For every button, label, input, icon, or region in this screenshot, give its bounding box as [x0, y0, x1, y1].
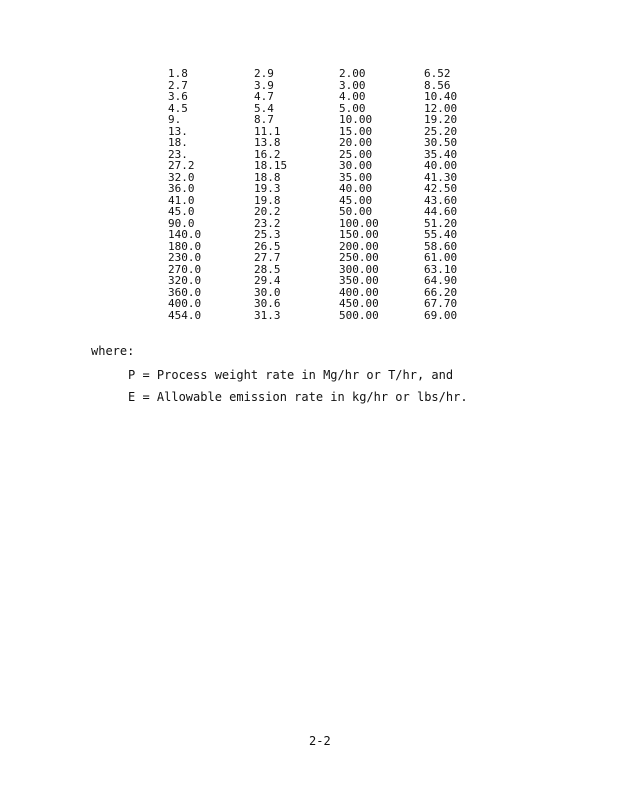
table-cell-emission-rate-english: 63.10	[424, 262, 458, 276]
table-cell-process-rate-metric: 140.0	[168, 228, 202, 241]
table-cell-process-rate-metric: 18.	[168, 136, 188, 149]
table-cell-emission-rate-metric: 31.3	[254, 308, 281, 322]
table-cell-emission-rate-metric: 30.6	[254, 297, 281, 310]
page-number: 2-2	[309, 734, 331, 748]
table-cell-process-rate-english: 2.00	[339, 67, 366, 80]
table-cell-emission-rate-english: 25.20	[424, 124, 458, 138]
table-cell-emission-rate-metric: 16.2	[254, 147, 281, 161]
table-cell-process-rate-english: 50.00	[339, 205, 373, 218]
table-cell-emission-rate-metric: 4.7	[254, 90, 274, 103]
table-cell-emission-rate-metric: 18.8	[254, 170, 281, 184]
where-label: where:	[91, 344, 135, 358]
table-cell-process-rate-metric: 4.5	[168, 101, 188, 115]
table-cell-emission-rate-english: 51.20	[424, 216, 458, 230]
table-cell-process-rate-metric: 41.0	[168, 193, 195, 207]
table-cell-process-rate-metric: 27.2	[168, 159, 195, 172]
allowable-emission-definition: E = Allowable emission rate in kg/hr or lbs/hr.	[128, 390, 468, 404]
table-cell-process-rate-english: 250.00	[339, 251, 379, 264]
table-cell-emission-rate-english: 43.60	[424, 193, 458, 207]
table-cell-process-rate-metric: 36.0	[168, 182, 195, 195]
table-cell-process-rate-english: 3.00	[339, 78, 366, 92]
table-cell-process-rate-english: 200.00	[339, 239, 379, 253]
table-cell-emission-rate-english: 35.40	[424, 147, 458, 161]
table-cell-process-rate-metric: 13.	[168, 124, 188, 138]
table-cell-emission-rate-english: 42.50	[424, 182, 458, 195]
table-cell-emission-rate-english: 10.40	[424, 90, 458, 103]
table-cell-process-rate-metric: 180.0	[168, 239, 202, 253]
table-cell-process-rate-english: 45.00	[339, 193, 373, 207]
table-cell-emission-rate-english: 8.56	[424, 78, 451, 92]
table-cell-emission-rate-english: 19.20	[424, 113, 458, 126]
table-cell-emission-rate-metric: 30.0	[254, 285, 281, 299]
table-cell-process-rate-metric: 32.0	[168, 170, 195, 184]
table-cell-process-rate-english: 450.00	[339, 297, 379, 310]
table-cell-process-rate-english: 30.00	[339, 159, 373, 172]
table-cell-process-rate-english: 300.00	[339, 262, 379, 276]
table-cell-emission-rate-english: 12.00	[424, 101, 458, 115]
table-cell-process-rate-metric: 1.8	[168, 67, 188, 80]
table-cell-process-rate-metric: 3.6	[168, 90, 188, 103]
table-cell-emission-rate-english: 44.60	[424, 205, 458, 218]
table-cell-emission-rate-metric: 3.9	[254, 78, 274, 92]
table-cell-process-rate-metric: 270.0	[168, 262, 202, 276]
table-cell-emission-rate-metric: 19.8	[254, 193, 281, 207]
table-cell-emission-rate-metric: 20.2	[254, 205, 281, 218]
table-cell-process-rate-english: 150.00	[339, 228, 379, 241]
table-cell-process-rate-english: 35.00	[339, 170, 373, 184]
table-cell-emission-rate-metric: 11.1	[254, 124, 281, 138]
table-cell-process-rate-english: 400.00	[339, 285, 379, 299]
table-cell-process-rate-metric: 45.0	[168, 205, 195, 218]
table-cell-emission-rate-english: 66.20	[424, 285, 458, 299]
table-cell-emission-rate-english: 55.40	[424, 228, 458, 241]
table-cell-process-rate-english: 500.00	[339, 308, 379, 322]
table-cell-process-rate-metric: 454.0	[168, 308, 202, 322]
table-cell-emission-rate-english: 67.70	[424, 297, 458, 310]
table-cell-process-rate-metric: 320.0	[168, 274, 202, 287]
table-cell-emission-rate-english: 64.90	[424, 274, 458, 287]
table-cell-process-rate-english: 4.00	[339, 90, 366, 103]
table-cell-emission-rate-english: 6.52	[424, 67, 451, 80]
table-cell-process-rate-metric: 400.0	[168, 297, 202, 310]
table-cell-emission-rate-english: 61.00	[424, 251, 458, 264]
table-cell-emission-rate-english: 41.30	[424, 170, 458, 184]
table-cell-process-rate-english: 25.00	[339, 147, 373, 161]
table-cell-process-rate-metric: 23.	[168, 147, 188, 161]
table-cell-process-rate-english: 40.00	[339, 182, 373, 195]
table-cell-process-rate-english: 20.00	[339, 136, 373, 149]
table-cell-emission-rate-metric: 18.15	[254, 159, 288, 172]
table-cell-process-rate-metric: 230.0	[168, 251, 202, 264]
table-cell-emission-rate-metric: 13.8	[254, 136, 281, 149]
table-cell-emission-rate-metric: 8.7	[254, 113, 274, 126]
table-cell-process-rate-metric: 9.	[168, 113, 182, 126]
table-cell-process-rate-english: 10.00	[339, 113, 373, 126]
table-cell-process-rate-english: 350.00	[339, 274, 379, 287]
table-cell-emission-rate-english: 30.50	[424, 136, 458, 149]
table-cell-emission-rate-metric: 23.2	[254, 216, 281, 230]
process-weight-definition: P = Process weight rate in Mg/hr or T/hr, and	[128, 368, 454, 382]
table-cell-emission-rate-english: 69.00	[424, 308, 458, 322]
table-cell-emission-rate-metric: 2.9	[254, 67, 274, 80]
table-cell-process-rate-english: 15.00	[339, 124, 373, 138]
table-cell-process-rate-metric: 360.0	[168, 285, 202, 299]
table-cell-process-rate-english: 100.00	[339, 216, 379, 230]
table-cell-process-rate-metric: 90.0	[168, 216, 195, 230]
table-cell-process-rate-metric: 2.7	[168, 78, 188, 92]
table-cell-emission-rate-metric: 25.3	[254, 228, 281, 241]
table-cell-emission-rate-metric: 29.4	[254, 274, 281, 287]
table-cell-emission-rate-metric: 27.7	[254, 251, 281, 264]
table-cell-emission-rate-metric: 5.4	[254, 101, 274, 115]
table-cell-emission-rate-metric: 26.5	[254, 239, 281, 253]
table-cell-emission-rate-metric: 28.5	[254, 262, 281, 276]
table-cell-process-rate-english: 5.00	[339, 101, 366, 115]
table-cell-emission-rate-english: 58.60	[424, 239, 458, 253]
table-cell-emission-rate-metric: 19.3	[254, 182, 281, 195]
table-cell-emission-rate-english: 40.00	[424, 159, 458, 172]
